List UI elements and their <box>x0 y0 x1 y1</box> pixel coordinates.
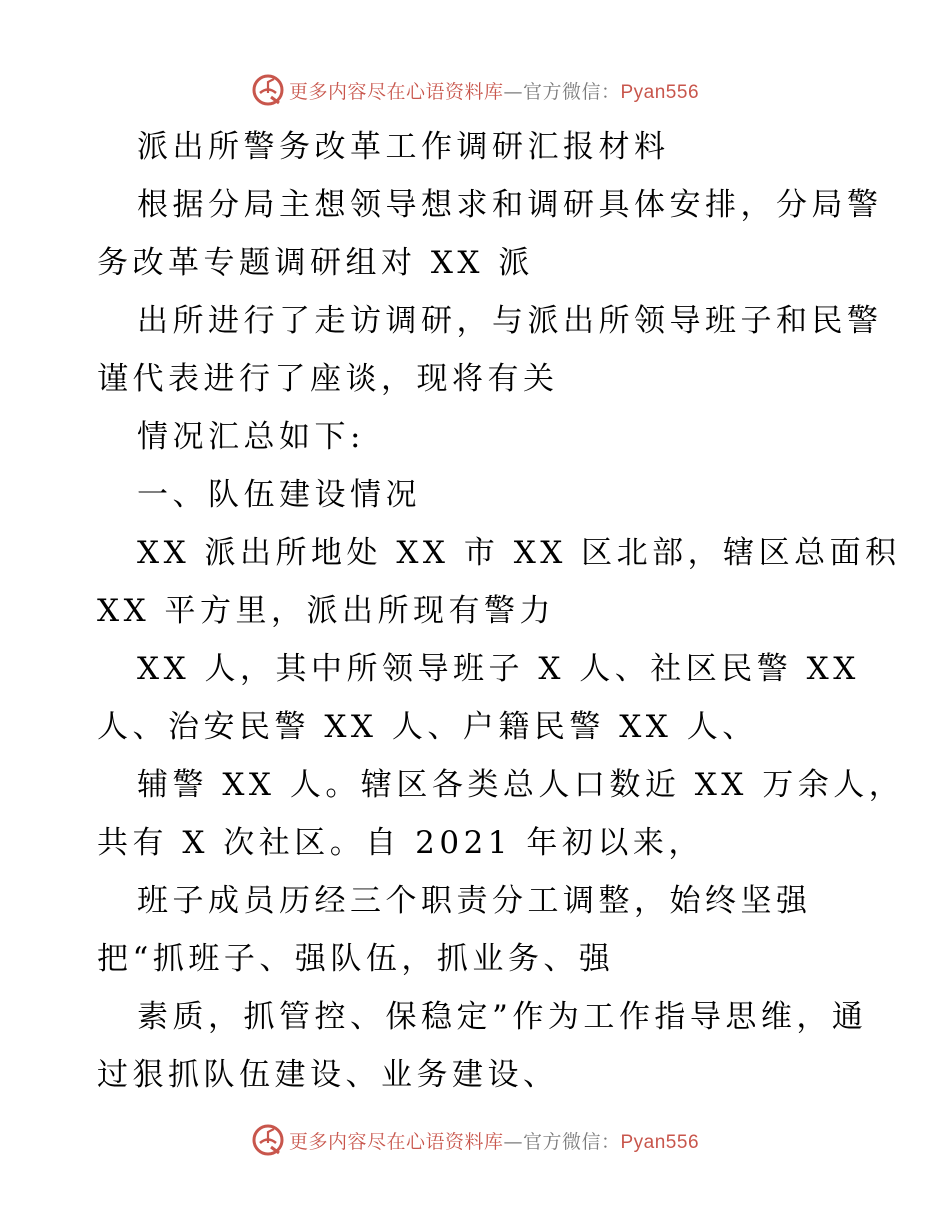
paragraph-line: 谨代表进行了座谈，现将有关 <box>97 361 559 397</box>
watermark-text <box>289 1127 699 1154</box>
paragraph-line: 把“抓班子、强队伍，抓业务、强 <box>97 941 615 977</box>
book-feather-logo-icon <box>251 73 285 107</box>
watermark-wechat-label: 官方微信： <box>522 1130 621 1153</box>
watermark-separator: — <box>503 1130 523 1153</box>
watermark-wechat-label: 官方微信： <box>522 80 621 103</box>
paragraph-line: 共有 X 次社区。自 2021 年初以来， <box>97 825 704 861</box>
paragraph-line: 班子成员历经三个职责分工调整，始终坚强 <box>137 883 812 919</box>
watermark-wechat-id: Pyan556 <box>620 1131 700 1153</box>
paragraph-line: 务改革专题调研组对 XX 派 <box>97 245 534 281</box>
document-body <box>97 118 905 1104</box>
paragraph-line: 辅警 XX 人。辖区各类总人口数近 XX 万余人， <box>137 767 905 803</box>
paragraph-line: 出所进行了走访调研，与派出所领导班子和民警 <box>137 303 883 339</box>
paragraph-line: XX 派出所地处 XX 市 XX 区北部，辖区总面积 <box>137 535 901 571</box>
header-watermark <box>0 70 950 110</box>
watermark-main: 更多内容尽在心语资料库 <box>288 80 504 103</box>
watermark-main: 更多内容尽在心语资料库 <box>288 1130 504 1153</box>
watermark-separator: — <box>503 80 523 103</box>
book-feather-logo-icon <box>251 1123 285 1157</box>
paragraph-line: 人、治安民警 XX 人、户籍民警 XX 人、 <box>97 709 758 745</box>
paragraph-line: 一、队伍建设情况 <box>137 477 421 513</box>
paragraph-line: 派出所警务改革工作调研汇报材料 <box>137 129 670 165</box>
footer-watermark <box>0 1120 950 1160</box>
paragraph-line: 过狠抓队伍建设、业务建设、 <box>97 1057 559 1093</box>
paragraph-line: 情况汇总如下: <box>137 419 365 455</box>
paragraph-line: 根据分局主想领导想求和调研具体安排，分局警 <box>137 187 883 223</box>
paragraph-line: XX 人，其中所领导班子 X 人、社区民警 XX <box>137 651 860 687</box>
watermark-wechat-id: Pyan556 <box>620 81 700 103</box>
paragraph-line: XX 平方里，派出所现有警力 <box>97 593 555 629</box>
watermark-text <box>289 77 699 104</box>
paragraph-line: 素质，抓管控、保稳定”作为工作指导思维，通 <box>137 999 868 1035</box>
